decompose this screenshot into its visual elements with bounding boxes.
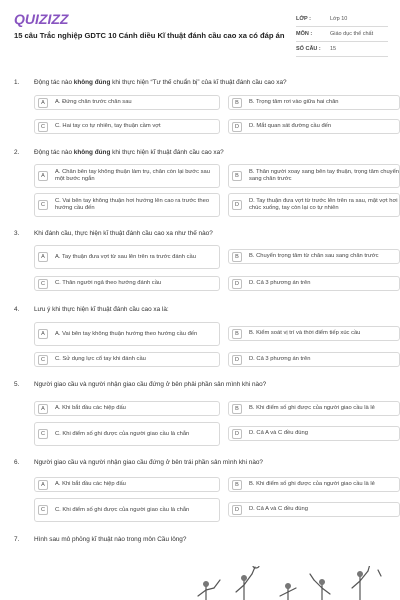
option-b[interactable] (228, 326, 400, 341)
option-text: A. Khi bắt đầu các hiệp đấu (55, 481, 126, 487)
player-figure-5 (352, 566, 381, 600)
option-letter: B (232, 329, 242, 339)
option-text: D. Cả A và C đều đúng (249, 506, 308, 512)
option-text: D. Cả 3 phương án trên (249, 280, 311, 286)
option-text: D. Tay thuận đưa vợt từ trước lên trên ra sau, mặt vợt hơi chúc xuống, tay còn lại co tự nhiên (249, 198, 398, 211)
meta-row-count (296, 42, 388, 57)
option-text: C. Hai tay co tự nhiên, tay thuận cầm vợt (55, 123, 161, 129)
option-text: A. Tay thuận đưa vợt từ sau lên trên ra trước đánh cầu (55, 253, 196, 260)
meta-value: Giáo dục thể chất (330, 31, 374, 37)
option-letter: A (38, 404, 48, 414)
meta-label: MÔN : (296, 31, 313, 37)
question-3 (14, 230, 386, 287)
option-text: C. Khi điểm số ghi được của người giao cầu là chẵn (55, 506, 190, 513)
question-1 (14, 79, 386, 130)
page-title: 15 câu Trắc nghiệp GDTC 10 Cánh diều Kĩ thuật đánh cầu cao xa có đáp án (14, 31, 285, 40)
question-number: 5. (14, 381, 20, 388)
question-number: 2. (14, 149, 20, 156)
question-4 (14, 306, 386, 363)
option-c[interactable] (34, 422, 220, 446)
option-text: D. Mắt quan sát đường cầu đến (249, 123, 332, 129)
option-text: B. Thân người xoay sang bên tay thuận, trọng tâm chuyển sang chân trước (249, 169, 400, 182)
option-b[interactable] (228, 477, 400, 492)
meta-value: 15 (330, 46, 337, 52)
question-text: Khi đánh cầu, thực hiện kĩ thuật đánh cầu cao xa như thế nào? (34, 230, 213, 237)
player-figure-1 (198, 580, 220, 600)
question-text: Người giao cầu và người nhận giao cầu đứng ở bên trái phần sân mình khi nào? (34, 459, 263, 466)
option-text: B. Chuyển trọng tâm từ chân sau sang chân trước (249, 253, 379, 259)
question-number: 6. (14, 459, 20, 466)
option-letter: C (38, 505, 48, 515)
option-text: B. Kiểm soát vị trí và thời điểm tiếp xúc cầu (249, 330, 361, 336)
meta-table (296, 12, 388, 57)
question-text: Động tác nào không đúng khi thực hiện kĩ thuật đánh cầu cao xa? (34, 149, 224, 156)
player-figure-4 (310, 574, 330, 600)
option-text: C. Sử dụng lực cổ tay khi đánh cầu (55, 356, 146, 362)
meta-label: SỐ CÂU : (296, 46, 321, 52)
option-text: B. Khi điểm số ghi được của người giao cầu là lẻ (249, 481, 375, 487)
question-6 (14, 459, 386, 513)
option-letter: D (232, 279, 242, 289)
brand-text: QUIZIZZ (14, 11, 69, 27)
option-text: B. Trọng tâm rơi vào giữa hai chân (249, 99, 339, 105)
question-2 (14, 149, 400, 211)
option-letter: C (38, 122, 48, 132)
option-letter: B (232, 252, 242, 262)
option-a[interactable] (34, 477, 220, 492)
option-d[interactable] (228, 352, 400, 367)
option-c[interactable] (34, 119, 220, 134)
meta-label: LỚP : (296, 16, 311, 22)
option-d[interactable] (228, 193, 400, 217)
option-letter: A (38, 329, 48, 339)
option-a[interactable] (34, 95, 220, 110)
option-c[interactable] (34, 352, 220, 367)
option-b[interactable] (228, 401, 400, 416)
badminton-figure (192, 566, 392, 600)
option-letter: B (232, 98, 242, 108)
option-d[interactable] (228, 119, 400, 134)
option-d[interactable] (228, 276, 400, 291)
option-letter: A (38, 252, 48, 262)
option-text: C. Vai bên tay không thuận hơi hướng lên cao ra trước theo hướng cầu đến (55, 198, 210, 211)
option-b[interactable] (228, 95, 400, 110)
option-text: B. Khi điểm số ghi được của người giao cầu là lẻ (249, 405, 375, 411)
option-a[interactable] (34, 164, 220, 188)
option-b[interactable] (228, 249, 400, 264)
option-a[interactable] (34, 401, 220, 416)
option-letter: A (38, 98, 48, 108)
option-letter: D (232, 122, 242, 132)
option-letter: C (38, 279, 48, 289)
question-number: 3. (14, 230, 20, 237)
question-text: Lưu ý khi thực hiện kĩ thuật đánh cầu cao xa là: (34, 306, 169, 313)
option-text: A. Vai bên tay không thuận hướng theo hướng cầu đến (55, 330, 198, 337)
option-letter: A (38, 480, 48, 490)
option-letter: C (38, 355, 48, 365)
option-text: C. Thân người ngả theo hướng đánh cầu (55, 280, 162, 286)
option-text: D. Cả 3 phương án trên (249, 356, 311, 362)
quizizz-logo (14, 11, 78, 27)
option-letter: D (232, 200, 242, 210)
option-letter: B (232, 171, 242, 181)
option-text: C. Khi điểm số ghi được của người giao cầu là chẵn (55, 430, 190, 437)
option-text: D. Cả A và C đều đúng (249, 430, 308, 436)
option-b[interactable] (228, 164, 400, 188)
question-5 (14, 381, 386, 437)
option-text: A. Chân bên tay không thuận làm trụ, chân còn lại bước sau một bước ngắn (55, 169, 210, 182)
player-figure-2 (236, 566, 259, 600)
question-number: 7. (14, 536, 20, 543)
option-letter: C (38, 200, 48, 210)
option-text: A. Khi bắt đầu các hiệp đấu (55, 405, 126, 411)
option-c[interactable] (34, 498, 220, 522)
option-letter: C (38, 429, 48, 439)
option-text: A. Đứng chân trước chân sau (55, 99, 132, 105)
player-figure-3 (280, 583, 296, 600)
option-letter: B (232, 480, 242, 490)
option-letter: B (232, 404, 242, 414)
question-number: 1. (14, 79, 20, 86)
option-c[interactable] (34, 193, 220, 217)
meta-row-class (296, 12, 388, 27)
option-d[interactable] (228, 502, 400, 517)
option-letter: D (232, 505, 242, 515)
option-d[interactable] (228, 426, 400, 441)
question-text: Hình sau mô phỏng kĩ thuật nào trong môn Cầu lông? (34, 536, 187, 543)
meta-row-subject (296, 27, 388, 42)
option-letter: D (232, 429, 242, 439)
question-7 (14, 536, 386, 543)
option-c[interactable] (34, 276, 220, 291)
option-a[interactable] (34, 322, 220, 346)
meta-value: Lớp 10 (330, 16, 348, 22)
option-letter: D (232, 355, 242, 365)
option-letter: A (38, 171, 48, 181)
question-number: 4. (14, 306, 20, 313)
question-text: Người giao cầu và người nhận giao cầu đứng ở bên phải phần sân mình khi nào? (34, 381, 267, 388)
option-a[interactable] (34, 245, 220, 269)
question-text: Động tác nào không đúng khi thực hiện “Tư thế chuẩn bị” của kĩ thuật đánh cầu cao xa? (34, 79, 287, 86)
